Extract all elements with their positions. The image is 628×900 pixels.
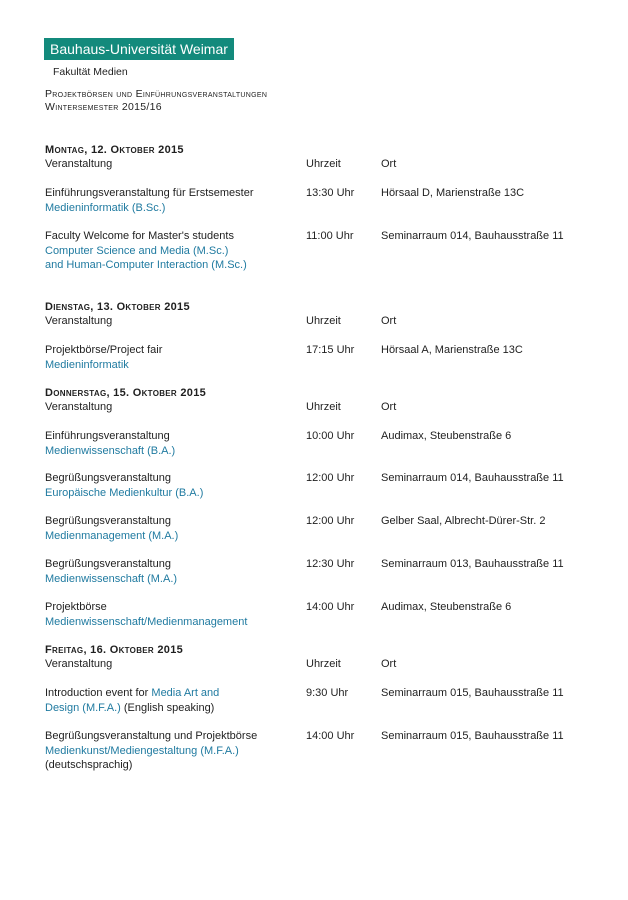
event-program: Medieninformatik (B.Sc.): [45, 201, 166, 214]
faculty-name: Fakultät Medien: [53, 66, 128, 78]
day-heading-thursday: Donnerstag, 15. Oktober 2015: [45, 387, 207, 399]
day-heading-friday: Freitag, 16. Oktober 2015: [45, 644, 184, 656]
event-program: Medieninformatik: [45, 358, 129, 371]
event-place: Audimax, Steubenstraße 6: [381, 601, 512, 613]
event-title-prefix: Introduction event for: [45, 687, 152, 699]
event-time: 9:30 Uhr: [306, 687, 349, 699]
event-place: Seminarraum 014, Bauhausstraße 11: [381, 472, 564, 484]
event-place: Seminarraum 013, Bauhausstraße 11: [381, 558, 564, 570]
university-logo: Bauhaus-Universität Weimar: [44, 38, 234, 60]
column-header-time: Uhrzeit: [306, 158, 341, 170]
event-program: Medienwissenschaft (M.A.): [45, 572, 178, 585]
event-time: 10:00 Uhr: [306, 430, 355, 442]
column-header-event: Veranstaltung: [45, 158, 113, 170]
column-header-place: Ort: [381, 158, 397, 170]
event-title: Faculty Welcome for Master's students: [45, 230, 234, 242]
event-program: Medienwissenschaft (B.A.): [45, 444, 176, 457]
title-line-2: Wintersemester 2015/16: [45, 101, 162, 113]
event-program: Europäische Medienkultur (B.A.): [45, 486, 204, 499]
event-program: Medienwissenschaft/Medienmanagement: [45, 615, 248, 628]
event-language-note: (English speaking): [120, 701, 215, 714]
column-header-place: Ort: [381, 401, 397, 413]
event-title: Begrüßungsveranstaltung: [45, 558, 171, 570]
event-title: Projektbörse/Project fair: [45, 344, 163, 356]
event-program-line-2: Design (M.F.A.): [45, 701, 121, 714]
event-time: 13:30 Uhr: [306, 187, 355, 199]
event-program: Media Art and: [151, 687, 220, 699]
event-language-note: (deutschsprachig): [45, 759, 133, 771]
column-header-place: Ort: [381, 315, 397, 327]
column-header-time: Uhrzeit: [306, 315, 341, 327]
event-time: 17:15 Uhr: [306, 344, 355, 356]
event-program: Medienkunst/Mediengestaltung (M.F.A.): [45, 744, 239, 757]
event-title: Einführungsveranstaltung: [45, 430, 170, 442]
title-line-1: Projektbörsen und Einführungsveranstaltungen: [45, 88, 268, 100]
event-time: 12:00 Uhr: [306, 515, 355, 527]
column-header-event: Veranstaltung: [45, 315, 113, 327]
event-title: Begrüßungsveranstaltung: [45, 472, 171, 484]
event-place: Gelber Saal, Albrecht-Dürer-Str. 2: [381, 515, 546, 527]
event-place: Seminarraum 015, Bauhausstraße 11: [381, 687, 564, 699]
event-place: Hörsaal A, Marienstraße 13C: [381, 344, 523, 356]
event-place: Seminarraum 015, Bauhausstraße 11: [381, 730, 564, 742]
event-place: Seminarraum 014, Bauhausstraße 11: [381, 230, 564, 242]
event-time: 14:00 Uhr: [306, 601, 355, 613]
event-program: Computer Science and Media (M.Sc.): [45, 244, 229, 257]
event-title: Begrüßungsveranstaltung und Projektbörse: [45, 730, 258, 742]
column-header-time: Uhrzeit: [306, 401, 341, 413]
event-title: Begrüßungsveranstaltung: [45, 515, 171, 527]
event-title: [45, 686, 300, 701]
event-time: 11:00 Uhr: [306, 230, 354, 242]
column-header-event: Veranstaltung: [45, 401, 113, 413]
day-heading-tuesday: Dienstag, 13. Oktober 2015: [45, 301, 190, 313]
event-time: 14:00 Uhr: [306, 730, 355, 742]
event-program-line-2: and Human-Computer Interaction (M.Sc.): [45, 259, 247, 271]
event-place: Hörsaal D, Marienstraße 13C: [381, 187, 525, 199]
document-title: [45, 88, 267, 114]
event-program: Medienmanagement (M.A.): [45, 529, 179, 542]
event-time: 12:30 Uhr: [306, 558, 355, 570]
event-title: Projektbörse: [45, 601, 107, 613]
event-title: Einführungsveranstaltung für Erstsemester: [45, 187, 254, 199]
event-place: Audimax, Steubenstraße 6: [381, 430, 512, 442]
column-header-event: Veranstaltung: [45, 658, 113, 670]
column-header-place: Ort: [381, 658, 397, 670]
event-time: 12:00 Uhr: [306, 472, 355, 484]
day-heading-monday: Montag, 12. Oktober 2015: [45, 144, 184, 156]
column-header-time: Uhrzeit: [306, 658, 341, 670]
